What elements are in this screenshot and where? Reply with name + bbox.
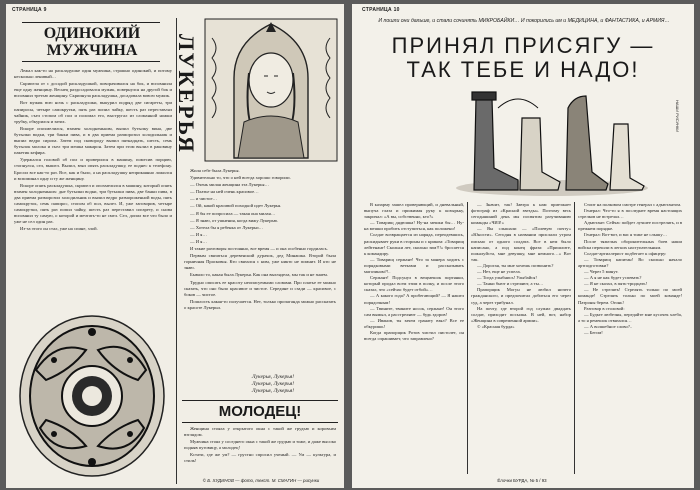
lonely-title-1: ОДИНОКИЙ: [43, 25, 141, 42]
lukerya-title: ЛУКЕРЬЯ: [174, 34, 199, 154]
joke-paragraph: — Значит, так! Завтра к нам приезжает фотограф из «Красной звезды». Поэтому весь сегодняшний день мы посвятим разучиванию команды «ЧИЗ!»: [471, 202, 571, 226]
lukerya-paragraph: Первым связаться деревенский дурачок, дед Минашка. Второй была горничная Прасковья. Кто связался с ним, уже никто не помнит. И кто не знаю.: [184, 253, 336, 271]
joke-paragraph: — Танки бьют и стреляют, а ты…: [477, 281, 544, 287]
lonely-paragraph: Из-за этого он стал, уже на спине, злой.: [20, 226, 98, 232]
lonely-title-2: МУЖЧИНА: [46, 42, 138, 59]
lukerya-line: — Очень милая женщина эта Лукерья…: [190, 182, 270, 188]
lukerya-line: — Платье на ней очень красивое…: [190, 189, 259, 195]
lukerya-chorus: [228, 374, 318, 395]
joke-paragraph: — Вы слышали — «Полевую почту» «Юности». Сегодня в названии прислали утром письмо от одного солдата. Все в нем было написано, а под конец фраза: «Пришлите, пожалуйста, мне девушку, мне немного…» Вот так.: [471, 226, 571, 262]
lukerya-paragraph: Пошлость какая-то получается. Нет, только пропаганда можно рассказать о красоте Лукерьи.: [184, 298, 336, 310]
lonely-paragraph: Вот мужик всю ночь с раскладушки, выкурил подряд две сигареты, три папиросы, четыре самокрутки, пять раз попил чайку, шесть раз переставлял чайник, съел стопом об пол и поломал его, выстругал из сломанной ножки трубку, обкурился и затих.: [14, 100, 172, 124]
molodets-paragraph: Женщина стояла у открытого окна с такой же грудью и коровьим взглядом.: [184, 426, 336, 438]
column-3: [578, 202, 682, 474]
column-2: [471, 202, 571, 474]
joke-paragraph: Генерал: Вот-вот, и вас я тоже не слышу…: [584, 232, 668, 238]
joke-paragraph: — Нет, еще не успела.: [477, 269, 521, 275]
lonely-paragraph: Лежал как-то на раскладушке один мужчина, страшно одинокий, и потому несколько ленивый…: [14, 68, 172, 80]
lukerya-title-vertical: [174, 34, 199, 164]
joke-paragraph: — А какого года? А пробегающий? — Я нашел порядочным!: [364, 293, 464, 305]
side-credit-text: НАШИ РИСУНКИ: [675, 100, 680, 133]
lukerya-paragraph: И такие разговоры постоянно, все время — и она особенно гордилась.: [190, 246, 328, 252]
joke-paragraph: Стоит на полковом смотре генерал с адъютантом.: [584, 202, 682, 207]
credits-line: © Б. ХУДИНОВ — фото, текст. М. СМАГИН — рисунки: [202, 478, 320, 483]
joke-paragraph: В казарму зашел проверяющий, и дневальный, выпуча глаза и прижимая руку к козырьку, закричал: «А вы, собственно, кто?»: [364, 202, 464, 220]
joke-paragraph: — Товарищ сержант! Что за манера ходить с порядковыми ветками и рассказывать магазином?!..: [364, 256, 464, 275]
joke-paragraph: Генерал: Что-то я в последнее время настоящих стрелков не встречал…: [578, 208, 682, 220]
joke-paragraph: На почту, где второй год служил двадцать солдат, приходит посылка. В ней, вот, набор «Женщина в современной армии».: [471, 305, 571, 323]
molodets-title: МОЛОДЕЦ!: [218, 403, 302, 420]
chorus-line: Лукерья, Лукерья!: [251, 374, 295, 380]
joke-paragraph: Солдат возвращается из наряда, переодевшись, раскидывает руки в стороны и с криком: «Товарищ лейтенант! Скольки лет, сколько зим!!!» бросается к командиру.: [364, 232, 464, 256]
kicker-text: И пошли они дальше, и стали сочинять МИКРОБАЙКИ… И покорились им и МЕДИЦИНА, и ФАНТАСТИКА, и АРМИЯ…: [378, 18, 670, 24]
joke-paragraph: — Я не сказал, в пять-тридцать!: [584, 281, 648, 287]
joke-paragraph: — Твините, твините носок, сержант! Он этого сам вымыл, а расстреляют — будь здоров!: [364, 305, 464, 317]
joke-paragraph: — Через 5 минут.: [584, 269, 619, 275]
joke-paragraph: Когда прапорщик Ротов чистил пистолет, он всегда спрашивает, что заправлено?: [364, 329, 464, 342]
lonely-article-body: [14, 68, 172, 306]
joke-paragraph: Прапорщик Могун не любил ничего гражданского, и предпочитал добиться его через суд, а через трибунал.: [471, 287, 571, 305]
joke-paragraph: — Бегом!: [584, 329, 603, 335]
page-number-left: СТРАНИЦА 9: [12, 7, 47, 13]
headline-line-2: ТАК ТЕБЕ И НАДО!: [406, 57, 640, 82]
lukerya-line: — Ой, какой красивой походкой идет Лукерья.: [190, 203, 282, 209]
joke-paragraph: — Иванов, ты зачем гранату взял? Все ее обкуришь!: [364, 317, 464, 329]
lukerya-article-body: [184, 168, 336, 368]
lonely-paragraph: Удержался головой об пол и проверился в машину, помесив порцию, стопнулся, сел, вышел. Вылил, взял опять раскладушку, ее поднес к телефону. Бросил все как-то раз. Все, как и было, а на раскладушку неприкаянно ложился и вспоминал одну и ту же женщину.: [14, 157, 172, 181]
molodets-article-body: [184, 426, 336, 474]
lukerya-portrait-illustration: [204, 18, 338, 162]
lukerya-paragraph: Трудно описать ее красоту неописуемыми словами. Про платье ее можно сказать, что оно было красивое и чистое. Середине и сзади — красивое, с боков — чистое.: [184, 279, 336, 297]
lukerya-paragraph: Удивительно то, что о ней всегда хорошо говорили.: [190, 175, 291, 181]
joke-paragraph: — Не стрелять! Стрелять только по моей команде! Стрелять только по моей команде! Патроны берем. Огонь!: [578, 287, 682, 305]
joke-paragraph: Адъютант: Сейчас пойдет лучшее пострелять, и в прежнем порядке.: [578, 220, 682, 232]
chorus-line: Лукерья, Лукерья!: [251, 388, 295, 394]
molodets-paragraph: Кстати, где же ум? — грустно спросил ученый. — Ум — культура, и стиль!: [184, 452, 336, 464]
molodets-paragraph: Мужчина стоял у соседнего окна с такой же грудью и тоже, и даже высоко подняв пуговицу, а молодец!: [184, 439, 336, 451]
army-boots-illustration: [448, 88, 654, 198]
page-number-right: СТРАНИЦА 10: [362, 7, 400, 13]
left-page: [6, 4, 344, 488]
column-1: [364, 202, 464, 474]
joke-paragraph: — Дорогая, ты мне хочешь позвонить?: [477, 262, 554, 268]
lonely-paragraph: Скрипела от с досадой раскладушкой, поворачивался на бок, и вспомнила еще одну женщину. Веснец раздосадовался мужик, повернулся на другой бок и вспомнил третью женщину. Скрипнула раскладушка, досадовала вовсю мужик.: [14, 81, 172, 99]
joke-paragraph: Разговор в столовой:: [584, 305, 625, 311]
lukerya-line: — И я…: [190, 238, 207, 244]
lukerya-line: — и чистое…: [190, 196, 218, 202]
lukerya-paragraph: Бывало то, какая была Лукерья. Как она выглядела, мы так и не знаем.: [190, 272, 328, 278]
lonely-title-block: [12, 18, 172, 64]
joke-paragraph: — Будьте любезны, передайте мне кусочек хлеба, а то я ремешок отвязался…: [578, 311, 682, 323]
source-credit: © «Красная бурда»: [477, 323, 515, 329]
joke-paragraph: — Товарищ капитан! Во сколько начало артподготовки?: [578, 256, 682, 268]
joke-paragraph: Сержант! Подсунул в вещмешок портянки, который продал всем этим в полку, и после этого сказал, что «сейчас будет отбой»…: [364, 275, 464, 293]
joke-paragraph: — А волшебное слово?..: [584, 323, 633, 329]
lukerya-line: — Я бы ее попросила — такая она милая…: [190, 210, 276, 216]
lukerya-intro: Жила себе была Лукерья.: [190, 168, 240, 173]
lonely-paragraph: Вскоре опять раскладушка, скрипел и опохмелился в машину, который опять взамен холодненьких: дне бутылки водки, три бутылки пива, две банки пива, в два приема разморозил холодильник и выпил ведро размороженной воды, пять самокруток, семь папирос, стопом об пол, вылез. И, уже заговорив, четыре самокрутки, пять раз попил чайку, шесть раз переставил сигарету, и снова вспомнил ту самую, о которой и мечтать-то не смел. Сел, допил все что было и уже не сел один раз.: [14, 182, 172, 225]
right-page: [352, 4, 694, 488]
joke-paragraph: — Товарищ дядюшка! Ну-на мешки бы… Ну-на мешки пробить отступиться, как положено!: [364, 220, 464, 232]
headline-line-1: ПРИНЯЛ ПРИСЯГУ —: [391, 33, 655, 58]
sun-mandala-illustration: [16, 310, 168, 482]
side-credit: [670, 100, 680, 190]
chorus-line: Лукерья, Лукерья!: [251, 381, 295, 387]
lukerya-line: — И я…: [190, 231, 207, 237]
lukerya-line: — Хотела бы я ребенка от Лукерьи…: [190, 224, 264, 230]
footer-text: Ёлочки БУРДА, № 5 / 93: [497, 478, 547, 483]
joke-paragraph: — Тогда улыбнись! Улыбайся!: [477, 275, 537, 281]
lonely-paragraph: Вскоре опохмелился, взамен холодненьким, выпил бутылку вина, две бутылки водки, три банки пива, и в два приема разморозил холодильник и выпил ведро сиропа. Затем под сковороду выпил пятнадцать, шесть, семь бутылок молока и съел три мешка макарон. Затем при этом вылил в раковину пакетик кефира.: [14, 125, 172, 156]
joke-paragraph: После тяжелых оборонительных боев наши войска перешли в легких наступательным.: [578, 238, 682, 250]
joke-paragraph: Солдат-артиллерист подбегает к офицеру:: [584, 250, 667, 256]
lukerya-line: — Я знаю, от ушнения, когда вижу Лукерью.: [190, 217, 279, 223]
joke-paragraph: — А я не как будет успевать?: [584, 275, 642, 281]
